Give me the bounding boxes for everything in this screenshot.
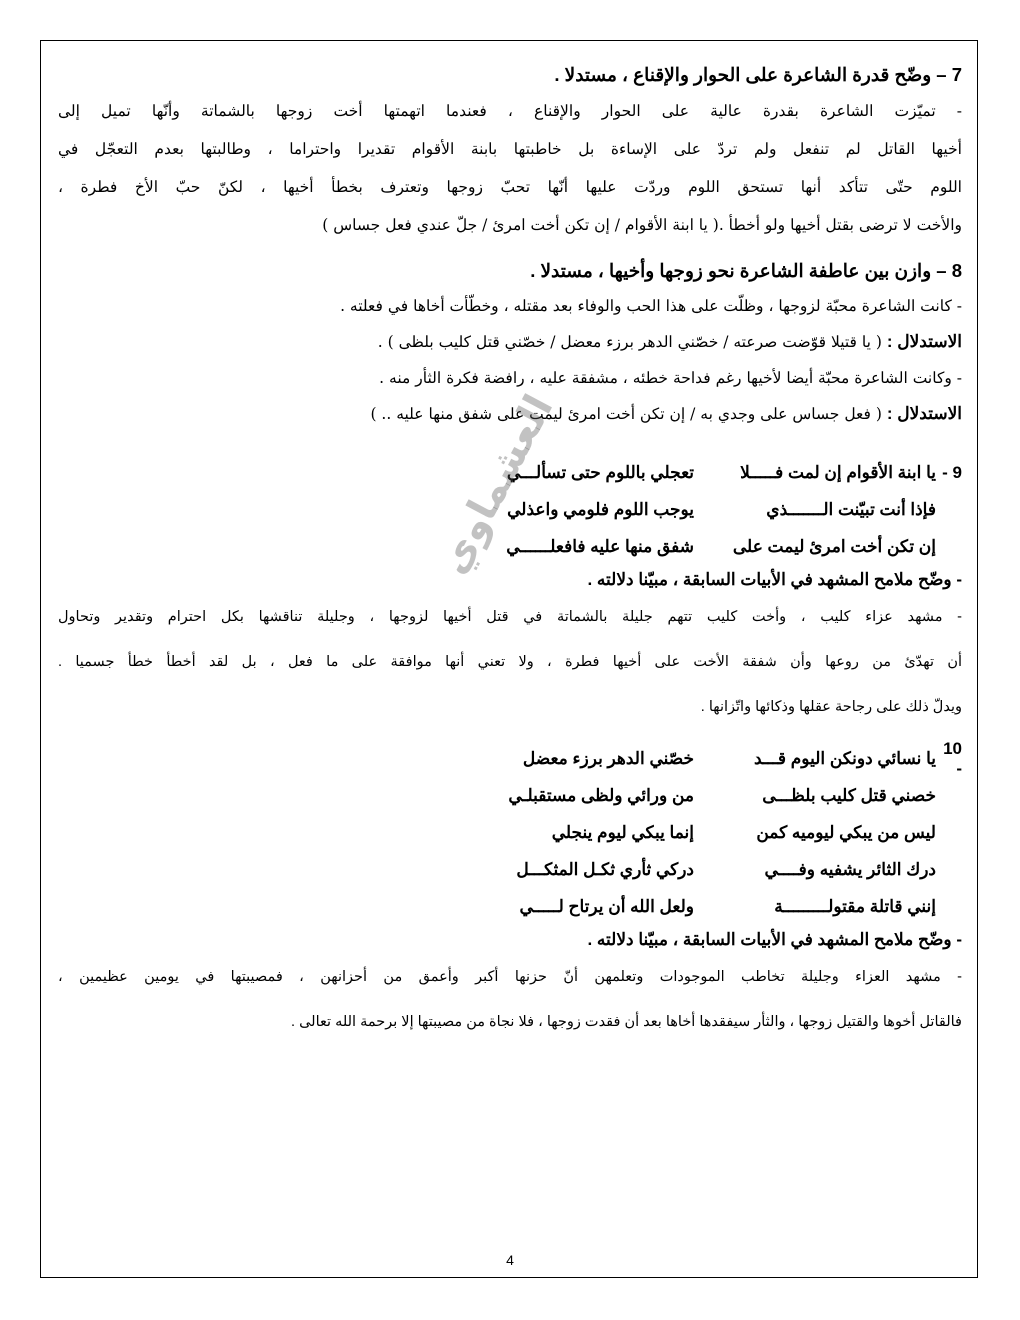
- question-8-line-2: - وكانت الشاعرة محبّة أيضا لأخيها رغم فداحة خطئه ، مشفقة عليه ، رافضة فكرة الثأر منه .: [379, 369, 962, 387]
- verse-second-hemistich: شفق منها عليه فافعلــــــي: [506, 536, 694, 556]
- verse-first-hemistich: يا نسائي دونكن اليوم قـــد: [754, 748, 936, 768]
- q10-verse-2: [58, 777, 962, 814]
- question-7-answer-line-1: - تميّزت الشاعرة بقدرة عالية على الحوار والإقناع ، فعندما اتهمتها أخت زوجها بالشماتة وأنّها تميل إلى: [58, 102, 962, 120]
- verse-second-hemistich: ولعل الله أن يرتاح لـــــي: [519, 896, 694, 916]
- question-9-prompt: - وضّح ملامح المشهد في الأبيات السابقة ، مبيّنا دلالته .: [587, 570, 962, 589]
- question-8-line-1: - كانت الشاعرة محبّة لزوجها ، وظلّت على هذا الحب والوفاء بعد مقتله ، وخطّأت أخاها في فعلته .: [340, 297, 962, 315]
- question-9-number: 9 -: [942, 462, 962, 482]
- question-10-prompt: - وضّح ملامح المشهد في الأبيات السابقة ، مبيّنا دلالته .: [587, 930, 962, 949]
- question-10-answer-line-1: - مشهد العزاء وجليلة تخاطب الموجودات وتعلمهن أنّ حزنها أكبر وأعمق من أحزانهن ، فمصيبتها في يومين عظيمين ،: [58, 969, 962, 985]
- q9-verse-3: [58, 528, 962, 565]
- question-9-answer-line-3: ويدلّ ذلك على رجاحة عقلها وذكائها واتّزانها .: [700, 699, 962, 715]
- verse-first-hemistich: يا ابنة الأقوام إن لمت فـــــلا: [740, 462, 936, 482]
- page-content: [58, 58, 962, 1045]
- question-7-answer-line-4: والأخت لا ترضى بقتل أخيها ولو أخطأ .( يا ابنة الأقوام / إن تكن أخت امرئ / جلّ عندي فعل جساس ): [322, 216, 962, 234]
- verse-second-hemistich: إنما يبكي ليوم ينجلي: [551, 822, 694, 842]
- q10-verse-5: [58, 888, 962, 925]
- question-10-answer-line-2: فالقاتل أخوها والقتيل زوجها ، والثأر سيفقدها أخاها بعد أن فقدت زوجها ، فلا نجاة من مصيبتها إلا برحمة الله تعالى .: [291, 1014, 962, 1030]
- verse-second-hemistich: يوجب اللوم فلومي واعذلي: [507, 499, 694, 519]
- verse-second-hemistich: خصّني الدهر برزء معضل: [522, 748, 694, 768]
- q10-verse-1: [58, 740, 962, 777]
- verse-first-hemistich: إنني قاتلة مقتولـــــــــة: [774, 896, 936, 916]
- verse-first-hemistich: إن تكن أخت امرئ ليمت على: [732, 536, 936, 556]
- question-9-answer-line-1: - مشهد عزاء كليب ، وأخت كليب تتهم جليلة بالشماتة في قتل أخيها لزوجها ، وجليلة تناقشها بكل احترام وتقدير وتحاول: [58, 609, 962, 625]
- question-7-title: 7 – وضّح قدرة الشاعرة على الحوار والإقناع ، مستدلا .: [554, 64, 962, 85]
- verse-second-hemistich: دركي ثأري ثكـل المثكـــل: [516, 859, 694, 879]
- verse-first-hemistich: خصني قتل كليب بلظـــى: [762, 785, 936, 805]
- question-10-number: 10 -: [943, 738, 962, 778]
- verse-first-hemistich: ليس من يبكي ليوميه كمن: [756, 822, 936, 842]
- watermark: العشماوي: [430, 387, 563, 582]
- evidence-2-text: ( فعل جساس على وجدي به / إن تكن أخت امرئ ليمت على شفق منها عليه .. ): [370, 405, 887, 423]
- verse-second-hemistich: تعجلي باللوم حتى تسألـــي: [506, 462, 694, 482]
- q10-verse-4: [58, 851, 962, 888]
- verse-first-hemistich: فإذا أنت تبيّنت الـــــــذي: [766, 499, 936, 519]
- verse-first-hemistich: درك الثائر يشفيه وفــــي: [764, 859, 936, 879]
- verse-second-hemistich: من ورائي ولظى مستقبلـي: [508, 785, 694, 805]
- question-8-title: 8 – وازن بين عاطفة الشاعرة نحو زوجها وأخيها ، مستدلا .: [530, 260, 962, 281]
- evidence-label: الاستدلال :: [886, 404, 962, 423]
- q10-verse-3: [58, 814, 962, 851]
- evidence-label: الاستدلال :: [886, 332, 962, 351]
- question-7-answer-line-2: أخيها القاتل لم تنفعل ولم تردّ على الإساءة بل خاطبتها بابنة الأقوام تقديرا واحتراما ، وطالبتها بعدم التعجّل في: [58, 140, 962, 158]
- page-number: 4: [506, 1252, 514, 1268]
- question-8-evidence-1: [58, 324, 962, 360]
- evidence-1-text: ( يا قتيلا قوّضت صرعته / خصّني الدهر برزء معضل / خصّني قتل كليب بلظى ) .: [377, 333, 887, 351]
- question-7-answer-line-3: اللوم حتّى تتأكد أنها تستحق اللوم وردّت عليها أنّها تحبّ زوجها وتعترف بخطأ أخيها ، لكنّ حبّ الأخ فطرة ،: [58, 178, 962, 196]
- question-9-answer-line-2: أن تهدّئ من روعها وأن شفقة الأخت على أخيها فطرة ، ولا تعني أنها موافقة على ما فعل ، بل لقد أخطأ خطأ جسميا .: [58, 654, 962, 670]
